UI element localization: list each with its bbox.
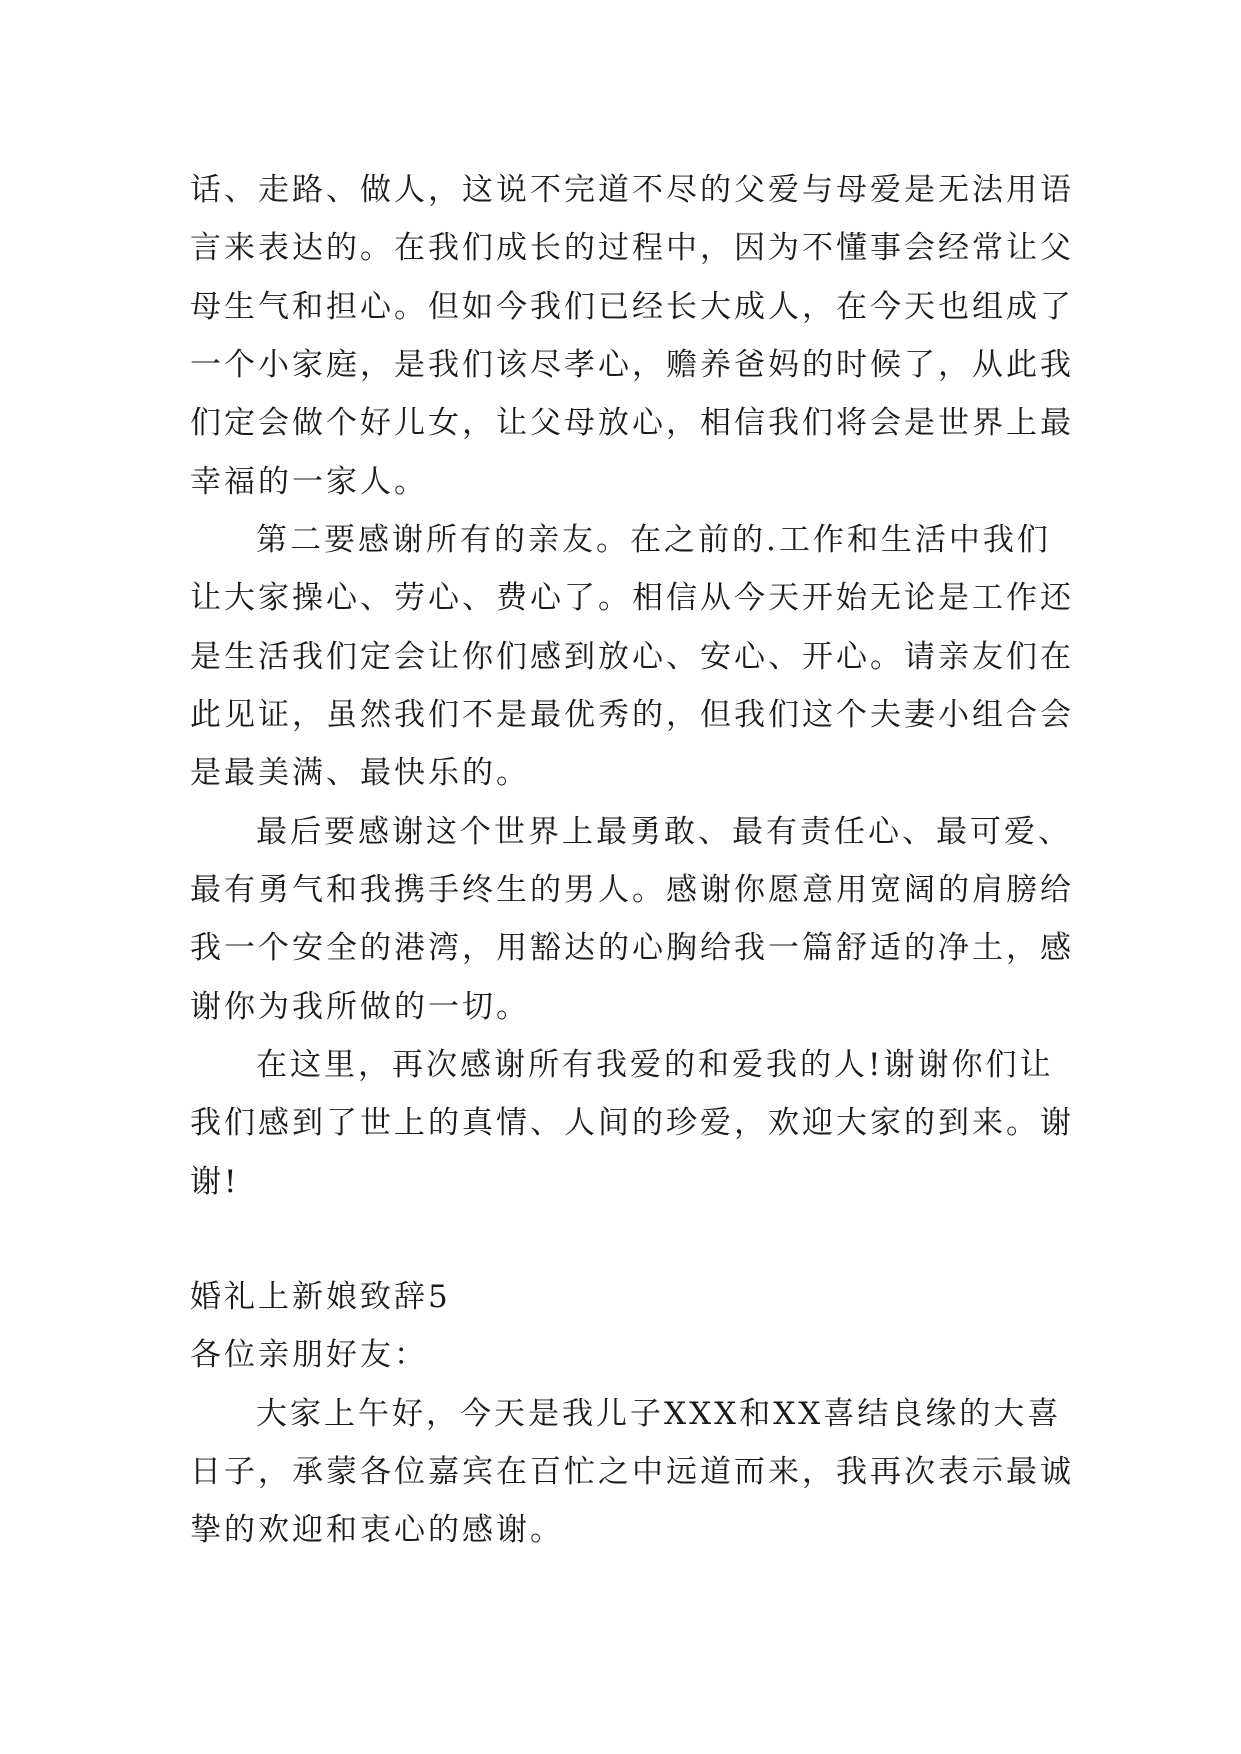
- text-line: 话、走路、做人，这说不完道不尽的父爱与母爱是无法用语: [190, 172, 1074, 208]
- text-line: 此见证，虽然我们不是最优秀的，但我们这个夫妻小组合会: [190, 697, 1074, 733]
- text-line: 谢!: [190, 1164, 240, 1200]
- paragraph-start-line: 第二要感谢所有的亲友。在之前的.工作和生活中我们: [256, 522, 1051, 558]
- text-line: 言来表达的。在我们成长的过程中，因为不懂事会经常让父: [190, 230, 1074, 266]
- text-line: 我一个安全的港湾，用豁达的心胸给我一篇舒适的净土，感: [190, 930, 1074, 966]
- text-line: 母生气和担心。但如今我们已经长大成人，在今天也组成了: [190, 289, 1074, 325]
- paragraph-start-line: 最后要感谢这个世界上最勇敢、最有责任心、最可爱、: [256, 814, 1072, 850]
- text-line: 一个小家庭，是我们该尽孝心，赡养爸妈的时候了，从此我: [190, 347, 1074, 383]
- paragraph-start-line: 大家上午好，今天是我儿子XXX和XX喜结良缘的大喜: [256, 1396, 1062, 1432]
- salutation: 各位亲朋好友：: [190, 1337, 428, 1373]
- text-line: 们定会做个好儿女，让父母放心，相信我们将会是世界上最: [190, 405, 1074, 441]
- text-line: 是最美满、最快乐的。: [190, 755, 530, 791]
- text-line: 我们感到了世上的真情、人间的珍爱，欢迎大家的到来。谢: [190, 1105, 1074, 1141]
- text-line: 挚的欢迎和衷心的感谢。: [190, 1512, 564, 1548]
- text-line: 是生活我们定会让你们感到放心、安心、开心。请亲友们在: [190, 639, 1074, 675]
- text-line: 最有勇气和我携手终生的男人。感谢你愿意用宽阔的肩膀给: [190, 872, 1074, 908]
- text-line: 让大家操心、劳心、费心了。相信从今天开始无论是工作还: [190, 580, 1074, 616]
- paragraph-start-line: 在这里，再次感谢所有我爱的和爱我的人!谢谢你们让: [256, 1047, 1054, 1083]
- text-line: 日子，承蒙各位嘉宾在百忙之中远道而来，我再次表示最诚: [190, 1454, 1074, 1490]
- section-heading: 婚礼上新娘致辞5: [190, 1279, 451, 1315]
- text-line: 谢你为我所做的一切。: [190, 989, 530, 1025]
- text-line: 幸福的一家人。: [190, 464, 428, 500]
